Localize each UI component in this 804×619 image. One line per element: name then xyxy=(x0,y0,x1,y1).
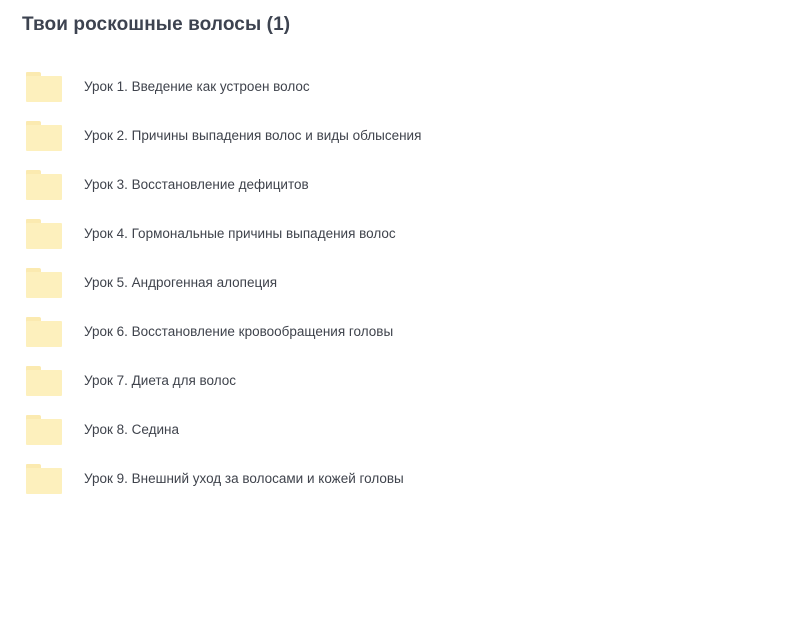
folder-name: Урок 7. Диета для волос xyxy=(84,372,237,388)
folder-icon xyxy=(26,72,62,102)
list-item[interactable] xyxy=(22,405,804,454)
folder-name: Урок 5. Андрогенная алопеция xyxy=(84,274,278,290)
folder-name: Урок 2. Причины выпадения волос и виды облысения xyxy=(84,127,422,143)
list-item[interactable] xyxy=(22,307,804,356)
list-item[interactable] xyxy=(22,454,804,503)
folder-icon xyxy=(26,268,62,298)
folder-name: Урок 4. Гормональные причины выпадения волос xyxy=(84,225,396,241)
page-title: Твои роскошные волосы (1) xyxy=(22,14,291,35)
folder-name: Урок 8. Седина xyxy=(84,421,179,437)
folder-icon xyxy=(26,170,62,200)
folder-list xyxy=(22,62,804,503)
folder-icon xyxy=(26,415,62,445)
list-item[interactable] xyxy=(22,160,804,209)
folder-icon xyxy=(26,366,62,396)
list-item[interactable] xyxy=(22,258,804,307)
folder-name: Урок 9. Внешний уход за волосами и кожей головы xyxy=(84,470,404,486)
folder-icon xyxy=(26,464,62,494)
list-item[interactable] xyxy=(22,62,804,111)
folder-icon xyxy=(26,219,62,249)
folder-icon xyxy=(26,317,62,347)
folder-name: Урок 1. Введение как устроен волос xyxy=(84,78,310,94)
folder-name: Урок 6. Восстановление кровообращения головы xyxy=(84,323,394,339)
list-item[interactable] xyxy=(22,356,804,405)
folder-icon xyxy=(26,121,62,151)
list-item[interactable] xyxy=(22,111,804,160)
folder-name: Урок 3. Восстановление дефицитов xyxy=(84,176,309,192)
list-item[interactable] xyxy=(22,209,804,258)
